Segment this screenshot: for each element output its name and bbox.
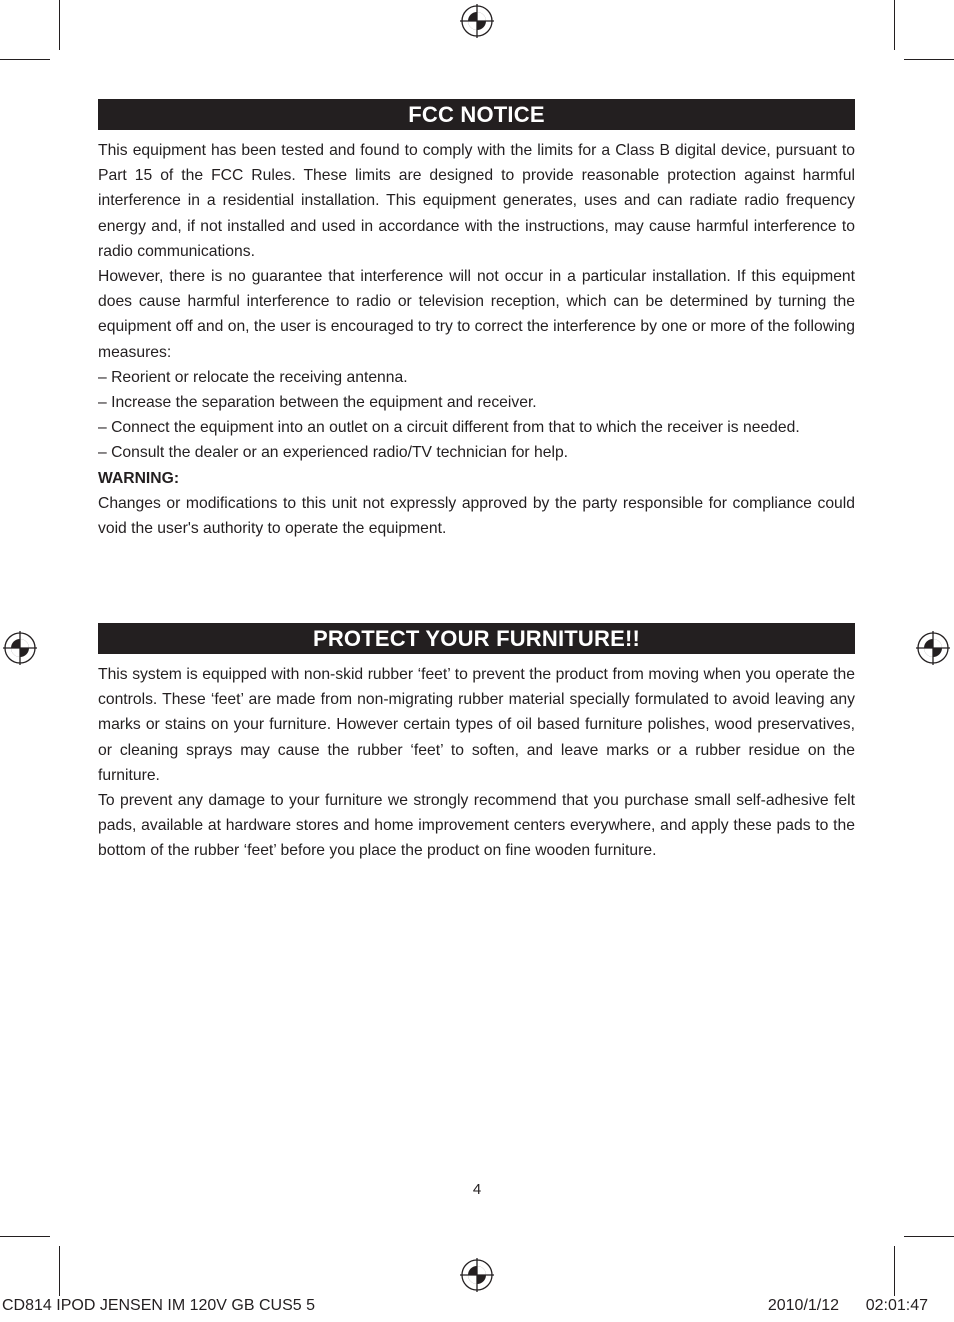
registration-mark-icon [3,631,37,665]
protect-furniture-heading: PROTECT YOUR FURNITURE!! [98,623,855,654]
print-slug-filename: CD814 IPOD JENSEN IM 120V GB CUS5 5 [2,1297,315,1314]
fcc-paragraph: However, there is no guarantee that interference will not occur in a particular installation. If this equipment does cause harmful interference to radio or television reception, which can be determined by turning the equipment off and on, the user is encouraged to try to correct the interference by one or more of the following measures: [98,268,855,361]
print-slug-timestamp: 2010/1/12 02:01:47 [767,1297,928,1314]
furniture-paragraph: To prevent any damage to your furniture we strongly recommend that you purchase small self-adhesive felt pads, available at hardware stores and home improvement centers everywhere, and apply these pads to the bottom of the rubber ‘feet’ before you place the product on fine wooden furniture. [98,792,855,860]
fcc-measure-item: – Consult the dealer or an experienced radio/TV technician for help. [98,444,569,462]
crop-mark [904,59,954,60]
crop-mark [0,1236,50,1237]
crop-mark [0,59,50,60]
protect-furniture-body [98,662,855,864]
crop-mark [894,1246,895,1296]
registration-mark-icon [460,1258,494,1292]
crop-mark [904,1236,954,1237]
crop-mark [894,0,895,50]
fcc-paragraph: This equipment has been tested and found to comply with the limits for a Class B digital device, pursuant to Part 15 of the FCC Rules. These limits are designed to provide reasonable protection against harmful interference in a residential installation. This equipment generates, uses and can radiate radio frequency energy and, if not installed and used in accordance with the instructions, may cause harmful interference to radio communications. [98,142,855,260]
fcc-notice-section [98,99,855,541]
crop-mark [59,0,60,50]
protect-furniture-section [98,623,855,864]
registration-mark-icon [460,4,494,38]
fcc-measure-item: – Connect the equipment into an outlet on a circuit different from that to which the receiver is needed. [98,419,800,437]
furniture-paragraph: This system is equipped with non-skid rubber ‘feet’ to prevent the product from moving when you operate the controls. These ‘feet’ are made from non-migrating rubber material specially formulated to avoid leaving any marks or stains on your furniture. However certain types of oil based furniture polishes, wood preservatives, or cleaning sprays may cause the rubber ‘feet’ to soften, and leave marks or a rubber residue on the furniture. [98,666,855,784]
fcc-notice-heading: FCC NOTICE [98,99,855,130]
fcc-notice-body [98,138,855,541]
fcc-measure-item: – Increase the separation between the equipment and receiver. [98,394,537,412]
page-number: 4 [472,1181,482,1198]
fcc-measure-item: – Reorient or relocate the receiving antenna. [98,368,408,386]
warning-heading: WARNING: [98,469,180,487]
registration-mark-icon [916,631,950,665]
crop-mark [59,1246,60,1296]
warning-text: Changes or modifications to this unit not expressly approved by the party responsible for compliance could void the user's authority to operate the equipment. [98,494,855,538]
